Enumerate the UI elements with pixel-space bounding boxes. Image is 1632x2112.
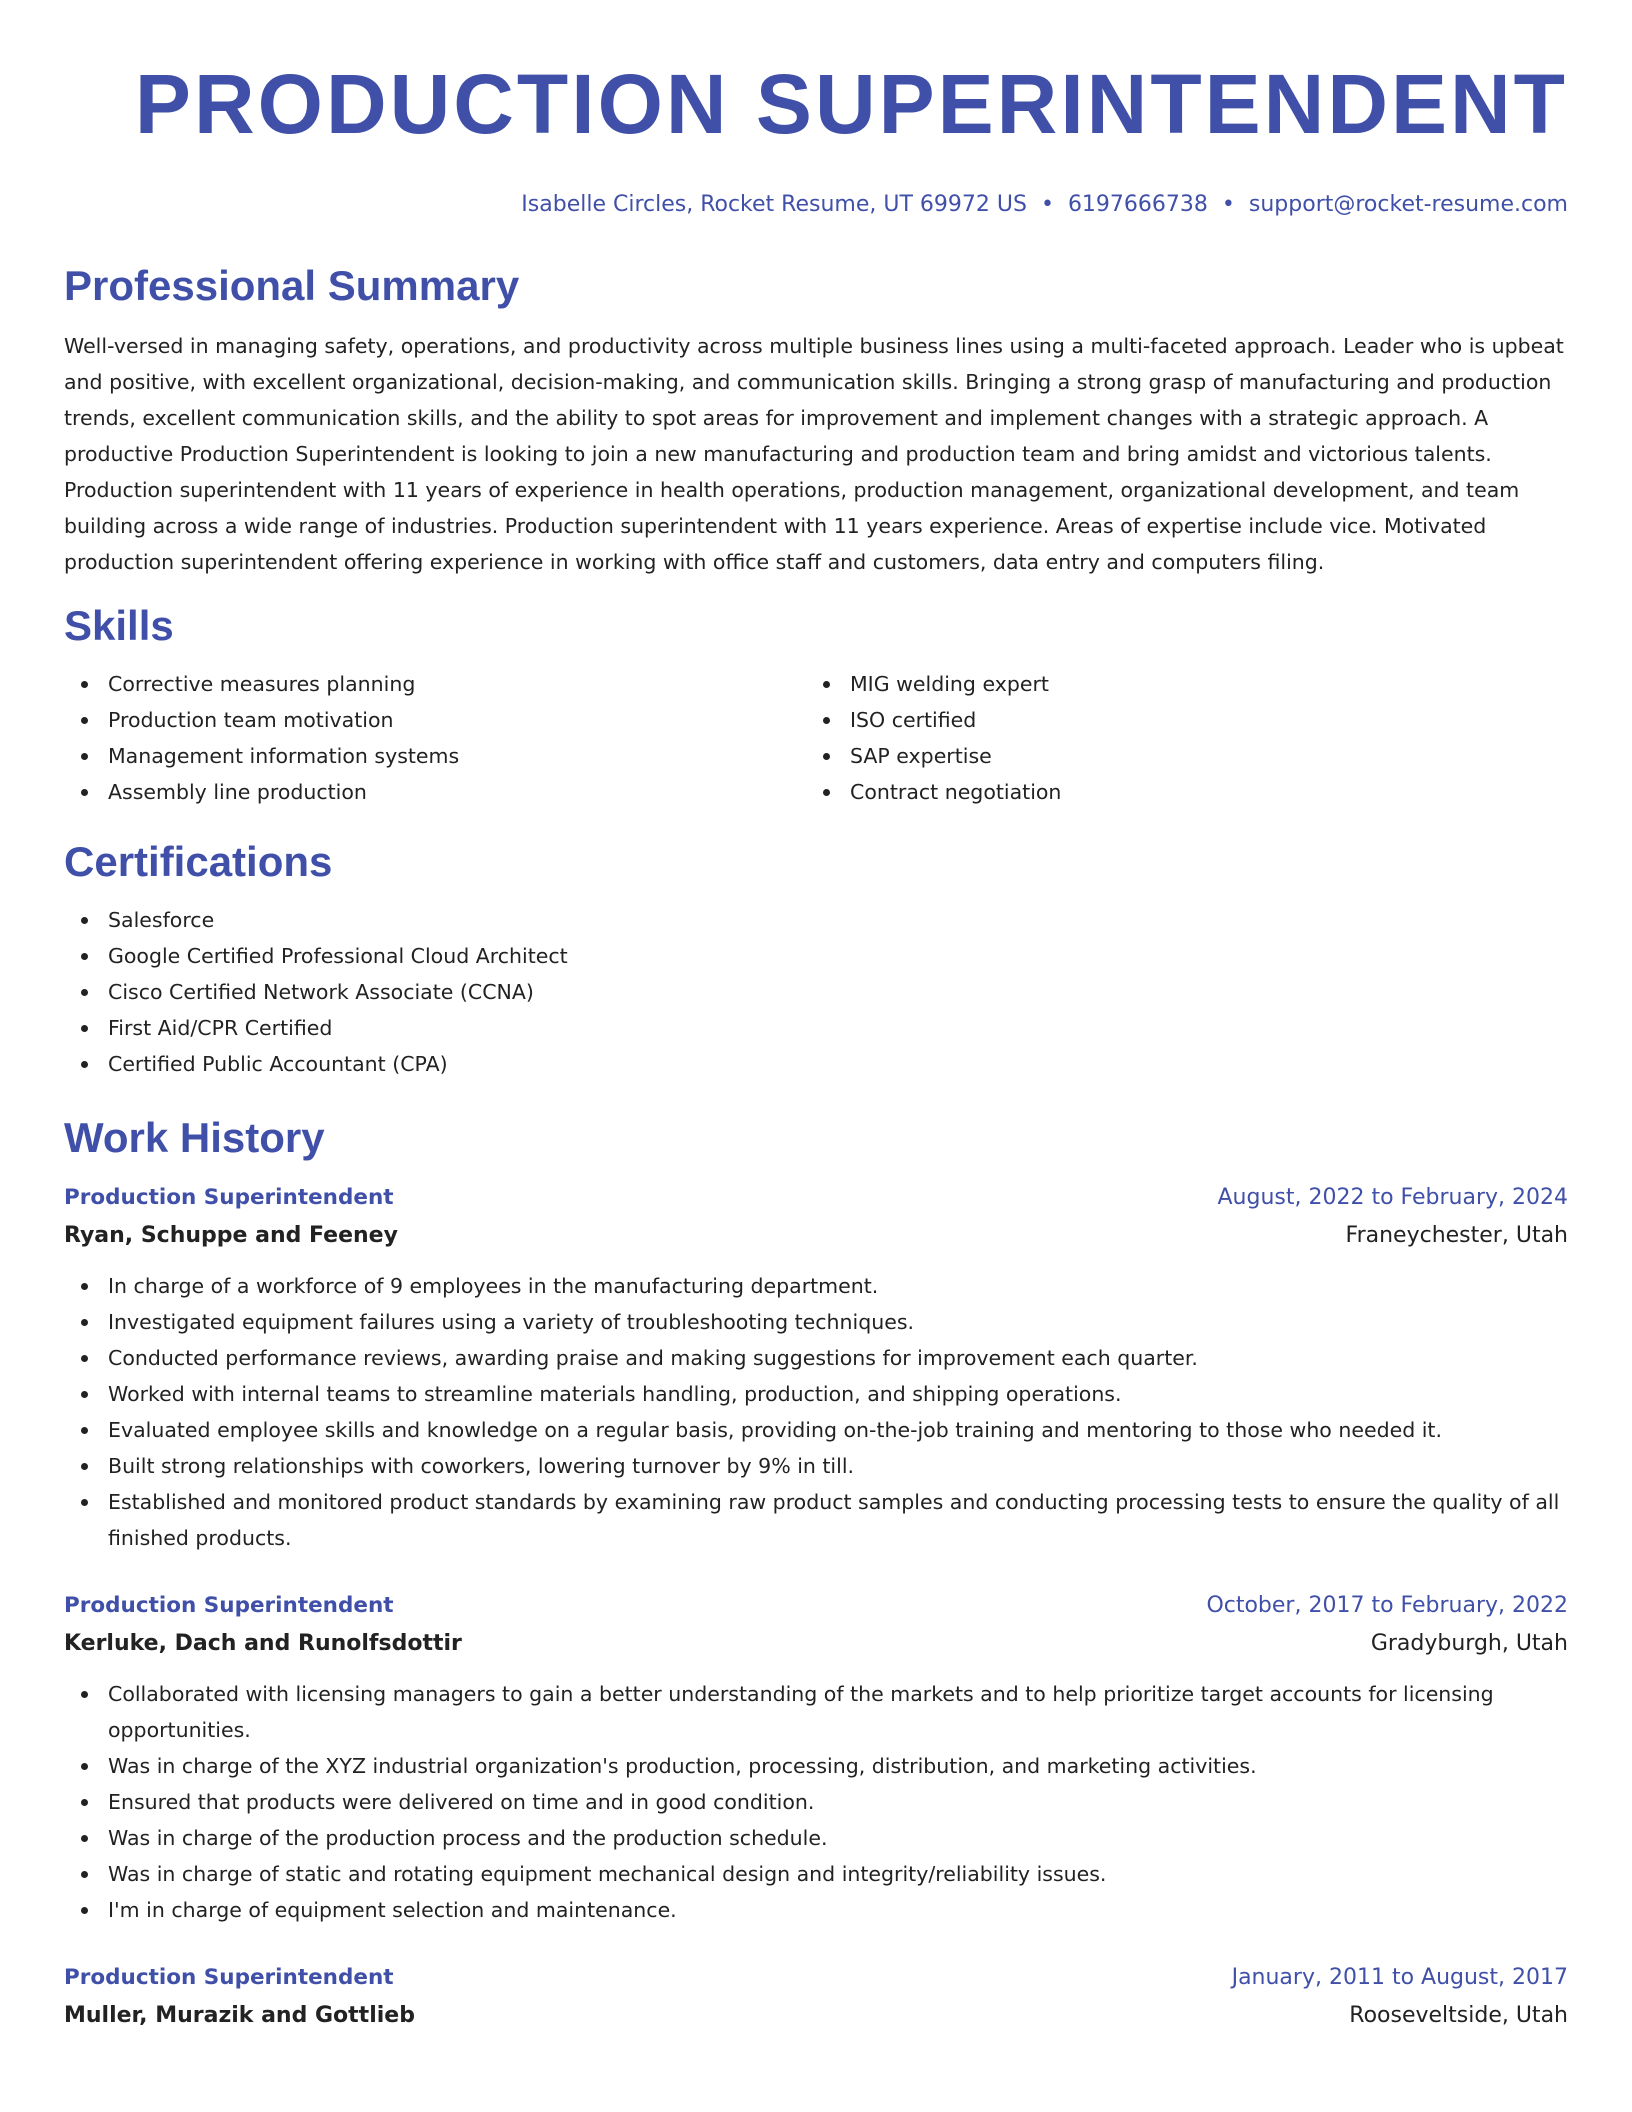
contact-email[interactable]: support@rocket-resume.com [1248,192,1568,217]
job-duty-item: Worked with internal teams to streamline materials handling, production, and shipping operations. [64,1376,1568,1412]
certification-item: Google Certified Professional Cloud Architect [64,938,1568,974]
job-entry [64,1180,1568,1556]
job-company-row [64,1624,1568,1664]
contact-separator: • [1040,192,1054,217]
certifications-list [64,902,1568,1082]
skill-item: Production team motivation [64,702,806,738]
job-duty-item: Evaluated employee skills and knowledge on a regular basis, providing on-the-job training and mentoring to those who needed it. [64,1412,1568,1448]
job-duty-item: I'm in charge of equipment selection and maintenance. [64,1892,1568,1928]
contact-phone: 6197666738 [1067,192,1208,217]
skill-item: SAP expertise [806,738,1548,774]
job-duty-item: Investigated equipment failures using a variety of troubleshooting techniques. [64,1304,1568,1340]
certification-item: Certified Public Accountant (CPA) [64,1046,1568,1082]
job-entry [64,1960,1568,2036]
job-duties-list [64,1676,1568,1928]
certification-item: First Aid/CPR Certified [64,1010,1568,1046]
contact-address: Isabelle Circles, Rocket Resume, UT 69972 US [521,192,1027,217]
job-duty-item: Ensured that products were delivered on time and in good condition. [64,1784,1568,1820]
summary-paragraph: Well-versed in managing safety, operations, and productivity across multiple business lines using a multi-faceted approach. Leader who is upbeat and positive, with excellent organizational, decision-making, and communication skills. Bringing a strong grasp of manufacturing and production trends, excellent communication skills, and the ability to spot areas for improvement and implement changes with a strategic approach. A productive Production Superintendent is looking to join a new manufacturing and production team and bring amidst and victorious talents. Production superintendent with 11 years of experience in health operations, production management, organizational development, and team building across a wide range of industries. Production superintendent with 11 years experience. Areas of expertise include vice. Motivated production superintendent offering experience in working with office staff and customers, data entry and computers filing. [64,334,1564,574]
job-company-row [64,1216,1568,1256]
job-duty-item: Conducted performance reviews, awarding praise and making suggestions for improvement each quarter. [64,1340,1568,1376]
job-header-row [64,1588,1568,1624]
job-duties-list [64,1268,1568,1556]
certification-item: Salesforce [64,902,1568,938]
certification-item: Cisco Certified Network Associate (CCNA) [64,974,1568,1010]
job-company: Kerluke, Dach and Runolfsdottir [64,1631,462,1656]
job-dates: August, 2022 to February, 2024 [1217,1185,1568,1210]
skill-item: Management information systems [64,738,806,774]
section-heading-work-history: Work History [64,1114,325,1161]
resume-title: PRODUCTION SUPERINTENDENT [134,57,1568,151]
skill-item: Assembly line production [64,774,806,810]
job-header-row [64,1960,1568,1996]
skill-item: Corrective measures planning [64,666,806,702]
section-heading-certifications: Certifications [64,838,333,885]
contact-separator: • [1221,192,1235,217]
job-entry [64,1588,1568,1928]
job-dates: January, 2011 to August, 2017 [1231,1965,1568,1990]
job-position: Production Superintendent [64,1593,394,1618]
job-duty-item: Established and monitored product standards by examining raw product samples and conducting processing tests to ensure the quality of all finished products. [64,1484,1568,1556]
skills-column-left [64,666,806,810]
job-position: Production Superintendent [64,1185,394,1210]
job-location: Franeychester, Utah [1345,1223,1568,1248]
contact-line [64,190,1568,220]
job-dates: October, 2017 to February, 2022 [1206,1593,1568,1618]
job-location: Gradyburgh, Utah [1370,1631,1568,1656]
job-header-row [64,1180,1568,1216]
job-location: Rooseveltside, Utah [1349,2003,1568,2028]
skill-item: Contract negotiation [806,774,1548,810]
job-company-row [64,1996,1568,2036]
resume-page [0,56,1632,2112]
job-company: Muller, Murazik and Gottlieb [64,2003,415,2028]
job-duty-item: Built strong relationships with coworkers, lowering turnover by 9% in till. [64,1448,1568,1484]
job-duty-item: Was in charge of the production process and the production schedule. [64,1820,1568,1856]
skill-item: ISO certified [806,702,1548,738]
section-heading-summary: Professional Summary [64,262,520,309]
job-duty-item: Was in charge of static and rotating equipment mechanical design and integrity/reliability issues. [64,1856,1568,1892]
job-company: Ryan, Schuppe and Feeney [64,1223,398,1248]
skills-column-right [806,666,1548,810]
job-position: Production Superintendent [64,1965,394,1990]
job-duty-item: In charge of a workforce of 9 employees in the manufacturing department. [64,1268,1568,1304]
skills-list [64,666,1568,810]
skill-item: MIG welding expert [806,666,1548,702]
job-duty-item: Was in charge of the XYZ industrial organization's production, processing, distribution, and marketing activities. [64,1748,1568,1784]
job-duty-item: Collaborated with licensing managers to gain a better understanding of the markets and to help prioritize target accounts for licensing opportunities. [64,1676,1568,1748]
section-heading-skills: Skills [64,602,174,649]
